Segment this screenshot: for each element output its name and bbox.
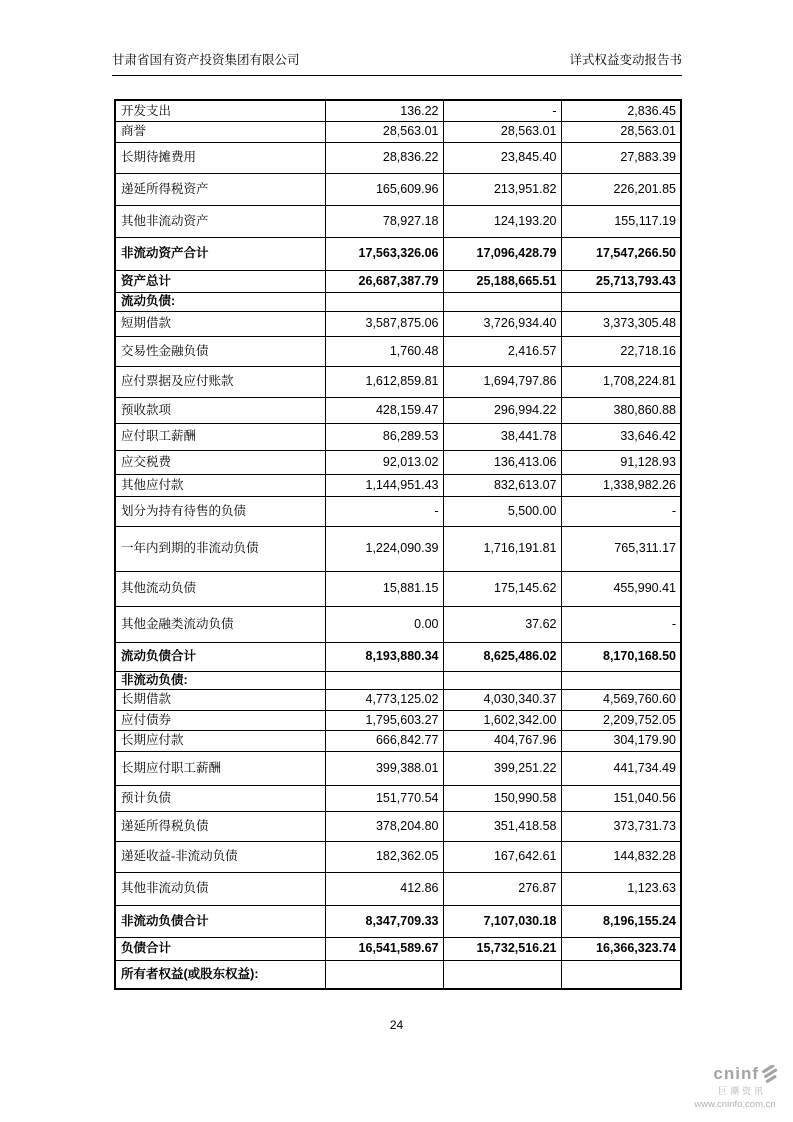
table-row <box>115 205 681 237</box>
row-label: 长期应付款 <box>115 730 325 751</box>
table-row <box>115 397 681 423</box>
row-value <box>443 960 561 989</box>
table-row <box>115 526 681 571</box>
table-row <box>115 142 681 173</box>
row-value: 2,836.45 <box>561 100 681 121</box>
row-value: 3,587,875.06 <box>325 311 443 336</box>
row-label: 其他非流动负债 <box>115 872 325 905</box>
row-value: 0.00 <box>325 606 443 642</box>
table-row <box>115 785 681 811</box>
page-number: 24 <box>389 1018 404 1032</box>
row-value: 3,373,305.48 <box>561 311 681 336</box>
row-label: 递延所得税负债 <box>115 811 325 841</box>
balance-table-body <box>115 100 681 989</box>
row-value: 38,441.78 <box>443 423 561 450</box>
row-value: 25,713,793.43 <box>561 270 681 292</box>
row-value: 378,204.80 <box>325 811 443 841</box>
row-value: 373,731.73 <box>561 811 681 841</box>
row-value: 428,159.47 <box>325 397 443 423</box>
row-value: 124,193.20 <box>443 205 561 237</box>
row-value: 28,563.01 <box>325 121 443 142</box>
row-label: 一年内到期的非流动负债 <box>115 526 325 571</box>
table-row <box>115 336 681 366</box>
row-label: 短期借款 <box>115 311 325 336</box>
row-value: 15,881.15 <box>325 571 443 606</box>
logo-brand-row <box>685 1064 785 1084</box>
row-label: 非流动负债合计 <box>115 905 325 937</box>
row-value: 155,117.19 <box>561 205 681 237</box>
row-value: 226,201.85 <box>561 173 681 205</box>
table-row <box>115 496 681 526</box>
row-value: 91,128.93 <box>561 450 681 474</box>
table-row <box>115 960 681 989</box>
row-value: 8,625,486.02 <box>443 642 561 671</box>
row-value <box>325 671 443 689</box>
header-report-title: 详式权益变动报告书 <box>569 53 682 67</box>
table-row <box>115 937 681 960</box>
table-row <box>115 311 681 336</box>
row-value: 182,362.05 <box>325 841 443 872</box>
row-value: 86,289.53 <box>325 423 443 450</box>
table-row <box>115 905 681 937</box>
cninfo-logo <box>685 1064 785 1110</box>
row-value <box>443 292 561 311</box>
row-value: - <box>561 606 681 642</box>
row-value: 441,734.49 <box>561 751 681 785</box>
row-value: 28,836.22 <box>325 142 443 173</box>
row-value: 167,642.61 <box>443 841 561 872</box>
row-value: 399,388.01 <box>325 751 443 785</box>
row-value: 8,347,709.33 <box>325 905 443 937</box>
row-label: 预计负债 <box>115 785 325 811</box>
row-label: 应付票据及应付账款 <box>115 366 325 397</box>
row-value <box>325 960 443 989</box>
row-value: 151,040.56 <box>561 785 681 811</box>
row-value: 2,416.57 <box>443 336 561 366</box>
row-value: 304,179.90 <box>561 730 681 751</box>
table-row <box>115 450 681 474</box>
table-row <box>115 423 681 450</box>
row-label: 递延所得税资产 <box>115 173 325 205</box>
row-value: 1,338,982.26 <box>561 474 681 496</box>
table-row <box>115 811 681 841</box>
row-value: 832,613.07 <box>443 474 561 496</box>
row-label: 预收款项 <box>115 397 325 423</box>
row-value: 23,845.40 <box>443 142 561 173</box>
table-row <box>115 642 681 671</box>
table-row <box>115 689 681 710</box>
row-label: 其他金融类流动负债 <box>115 606 325 642</box>
table-row <box>115 606 681 642</box>
table-row <box>115 100 681 121</box>
logo-url: www.cninfo.com.cn <box>694 1099 776 1110</box>
row-label: 商誉 <box>115 121 325 142</box>
row-value: 150,990.58 <box>443 785 561 811</box>
row-label: 其他流动负债 <box>115 571 325 606</box>
row-value: 455,990.41 <box>561 571 681 606</box>
row-value: 1,795,603.27 <box>325 710 443 730</box>
row-value: 1,716,191.81 <box>443 526 561 571</box>
row-value: 4,569,760.60 <box>561 689 681 710</box>
row-value: 765,311.17 <box>561 526 681 571</box>
table-row <box>115 121 681 142</box>
row-label: 长期待摊费用 <box>115 142 325 173</box>
table-row <box>115 730 681 751</box>
row-value: 1,760.48 <box>325 336 443 366</box>
row-value: 1,612,859.81 <box>325 366 443 397</box>
row-value: 33,646.42 <box>561 423 681 450</box>
row-label: 所有者权益(或股东权益): <box>115 960 325 989</box>
row-value: 1,224,090.39 <box>325 526 443 571</box>
row-value: 144,832.28 <box>561 841 681 872</box>
row-label: 其他非流动资产 <box>115 205 325 237</box>
row-value: 1,123.63 <box>561 872 681 905</box>
row-value: 276.87 <box>443 872 561 905</box>
table-row <box>115 474 681 496</box>
row-value: 26,687,387.79 <box>325 270 443 292</box>
row-value: 1,708,224.81 <box>561 366 681 397</box>
row-label: 长期应付职工薪酬 <box>115 751 325 785</box>
row-value: 37.62 <box>443 606 561 642</box>
row-label: 长期借款 <box>115 689 325 710</box>
row-label: 应交税费 <box>115 450 325 474</box>
row-value: 666,842.77 <box>325 730 443 751</box>
row-value: 8,196,155.24 <box>561 905 681 937</box>
row-value: 380,860.88 <box>561 397 681 423</box>
table-row <box>115 173 681 205</box>
row-label: 应付职工薪酬 <box>115 423 325 450</box>
logo-cn-name: 巨潮资讯 <box>717 1086 766 1096</box>
row-value: 22,718.16 <box>561 336 681 366</box>
row-value <box>561 960 681 989</box>
row-value: 412.86 <box>325 872 443 905</box>
table-row <box>115 366 681 397</box>
row-value: 3,726,934.40 <box>443 311 561 336</box>
cninfo-swirl-icon <box>761 1065 781 1083</box>
row-value: 1,694,797.86 <box>443 366 561 397</box>
row-value: 92,013.02 <box>325 450 443 474</box>
row-label: 开发支出 <box>115 100 325 121</box>
row-label: 非流动资产合计 <box>115 237 325 270</box>
row-label: 递延收益-非流动负债 <box>115 841 325 872</box>
row-value: - <box>443 100 561 121</box>
row-value: 296,994.22 <box>443 397 561 423</box>
row-value: 28,563.01 <box>443 121 561 142</box>
row-value: 151,770.54 <box>325 785 443 811</box>
row-value: 136.22 <box>325 100 443 121</box>
row-value: 17,547,266.50 <box>561 237 681 270</box>
table-row <box>115 751 681 785</box>
row-value: 4,773,125.02 <box>325 689 443 710</box>
row-label: 应付债券 <box>115 710 325 730</box>
row-label: 资产总计 <box>115 270 325 292</box>
row-value: 351,418.58 <box>443 811 561 841</box>
row-value: 1,602,342.00 <box>443 710 561 730</box>
row-value: 165,609.96 <box>325 173 443 205</box>
row-value: 1,144,951.43 <box>325 474 443 496</box>
row-value: 5,500.00 <box>443 496 561 526</box>
row-label: 负债合计 <box>115 937 325 960</box>
row-label: 流动负债合计 <box>115 642 325 671</box>
row-value: 27,883.39 <box>561 142 681 173</box>
row-value: 17,563,326.06 <box>325 237 443 270</box>
header-company-name: 甘肃省国有资产投资集团有限公司 <box>112 53 300 67</box>
row-value: 136,413.06 <box>443 450 561 474</box>
row-value: 16,541,589.67 <box>325 937 443 960</box>
row-value: 15,732,516.21 <box>443 937 561 960</box>
row-value <box>561 292 681 311</box>
balance-sheet-table <box>114 99 682 990</box>
table-row <box>115 671 681 689</box>
row-value: 213,951.82 <box>443 173 561 205</box>
table-row <box>115 270 681 292</box>
row-value: 7,107,030.18 <box>443 905 561 937</box>
page-header <box>112 50 682 76</box>
row-value: 175,145.62 <box>443 571 561 606</box>
row-value: 78,927.18 <box>325 205 443 237</box>
table-row <box>115 571 681 606</box>
table-row <box>115 841 681 872</box>
table-row <box>115 710 681 730</box>
row-value: 16,366,323.74 <box>561 937 681 960</box>
row-value: - <box>561 496 681 526</box>
row-value: 2,209,752.05 <box>561 710 681 730</box>
row-label: 交易性金融负债 <box>115 336 325 366</box>
row-value: 399,251.22 <box>443 751 561 785</box>
row-value <box>443 671 561 689</box>
row-value <box>325 292 443 311</box>
row-label: 非流动负债: <box>115 671 325 689</box>
row-value: 4,030,340.37 <box>443 689 561 710</box>
table-row <box>115 292 681 311</box>
row-value: 404,767.96 <box>443 730 561 751</box>
row-value: 25,188,665.51 <box>443 270 561 292</box>
row-value <box>561 671 681 689</box>
row-label: 其他应付款 <box>115 474 325 496</box>
row-value: 8,193,880.34 <box>325 642 443 671</box>
row-label: 划分为持有待售的负债 <box>115 496 325 526</box>
row-value: 8,170,168.50 <box>561 642 681 671</box>
row-label: 流动负债: <box>115 292 325 311</box>
table-row <box>115 237 681 270</box>
row-value: 17,096,428.79 <box>443 237 561 270</box>
row-value: - <box>325 496 443 526</box>
table-row <box>115 872 681 905</box>
logo-brand-text: cninf <box>713 1064 759 1083</box>
row-value: 28,563.01 <box>561 121 681 142</box>
